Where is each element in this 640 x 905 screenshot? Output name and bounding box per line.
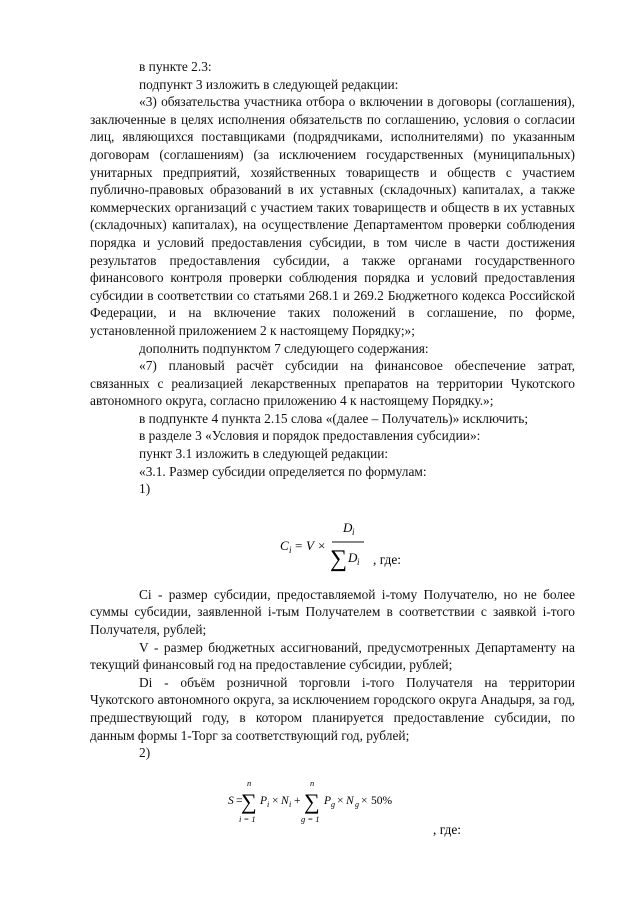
formula2-upper2: n — [310, 777, 315, 788]
paragraph: в разделе 3 «Условия и порядок предоставления субсидии»: — [139, 428, 481, 444]
formula1-v: V — [306, 537, 314, 553]
formula1-suffix: , где: — [373, 551, 401, 567]
formula2-plus: + — [294, 794, 301, 807]
formula2-term2-sub: g — [331, 799, 335, 809]
formula2-suffix: , где: — [433, 821, 461, 837]
paragraph: «3.1. Размер субсидии определяется по формулам: — [139, 463, 427, 479]
formula1-lhs: C — [280, 537, 289, 553]
formula1-times: × — [318, 537, 326, 553]
paragraph: в пункте 2.3: — [139, 59, 212, 74]
paragraph: в подпункте 4 пункта 2.15 слова «(далее – Получатель)» исключить; — [139, 410, 529, 426]
formula1-den-sub: i — [357, 556, 360, 567]
formula1-num: D — [343, 519, 353, 535]
formula1-sum: ∑ — [330, 545, 348, 572]
formula1-num-sub: i — [352, 526, 355, 537]
paragraph: пункт 3.1 изложить в следующей редакции: — [139, 446, 389, 462]
formula2-times2: × — [337, 794, 344, 807]
formula2-percent: 50% — [371, 794, 393, 807]
document-body — [90, 58, 575, 836]
formula1-den: D — [348, 549, 358, 565]
formula2-lower2: g = 1 — [301, 813, 320, 824]
formula2-times1: × — [272, 794, 279, 807]
paragraph: подпункт 3 изложить в следующей редакции: — [139, 76, 399, 92]
formula2-lower1: i = 1 — [239, 813, 256, 824]
formula2-lhs: S — [228, 794, 234, 807]
paragraph: V - размер бюджетных ассигнований, предусмотренных Департаменту на текущий финансовый год на предоставление субсидии, рублей; — [90, 639, 575, 673]
formula2-times3: × — [361, 794, 368, 807]
paragraph: Di - объём розничной торговли i-того Получателя на территории Чукотского автономного округа, за исключением городского округа Анадыря, за год, предшествующий году, в котором планируется предоставление субсидии, по данным формы 1-Торг за соответствующий год, рублей; — [90, 674, 575, 743]
paragraph: «3) обязательства участника отбора о включении в договоры (соглашения), заключенные в целях исполнения обязательств по соглашению, условия о согласии лиц, являющихся поставщиками (подрядчиками, исполнителями) по указанным договорам (соглашениям) (за исключением государственных (муниципальных) унитарных предприятий, хозяйственных товариществ и обществ с участием публично-правовых образований в их уставных (складочных) капиталах, а также коммерческих организаций с участием таких товариществ и обществ в их уставных (складочных) капиталах), на осуществление Департаментом проверки соблюдения порядка и условий предоставления субсидии, в том числе в части достижения результатов предоставления субсидии, а также органами государственного финансового контроля проверки соблюдения порядка и условий предоставления субсидии в соответствии со статьями 268.1 и 269.2 Бюджетного кодекса Российской Федерации, и на включение таких положений в соглашение, по форме, установленной приложением 2 к настоящему Порядку;»; — [90, 94, 575, 338]
formula-subsidy-total — [90, 764, 575, 836]
formula2-sum2: ∑ — [304, 788, 320, 814]
formula2-eq: = — [236, 794, 243, 807]
formula2-term2b: N — [346, 794, 354, 807]
paragraph: дополнить подпунктом 7 следующего содержания: — [139, 340, 429, 356]
formula1-eq: = — [295, 537, 303, 553]
formula2-sum1: ∑ — [241, 788, 257, 814]
formula2-term1-sub: i — [267, 799, 270, 809]
formula1-lhs-sub: i — [289, 544, 292, 555]
formula-subsidy-share — [90, 498, 575, 586]
formula2-term1b: N — [281, 794, 289, 807]
formula2-upper1: n — [247, 777, 252, 788]
paragraph: 1) — [139, 481, 151, 497]
paragraph: «7) плановый расчёт субсидии на финансовое обеспечение затрат, связанных с реализацией лекарственных препаратов на территории Чукотского автономного округа, согласно приложению 4 к настоящему Порядку.»; — [90, 358, 575, 409]
formula2-term1: P — [260, 794, 268, 807]
formula-2-graphic — [90, 764, 575, 836]
formula2-term2: P — [324, 794, 332, 807]
formula2-term1b-sub: i — [289, 799, 292, 809]
paragraph: Ci - размер субсидии, предоставляемой i-тому Получателю, но не более суммы субсидии, заявленной i-тым Получателем в соответствии с заявкой i-того Получателя, рублей; — [90, 586, 575, 638]
paragraph: 2) — [139, 745, 151, 761]
formula-1-graphic — [90, 498, 575, 586]
formula2-term2b-sub: g — [355, 799, 359, 809]
